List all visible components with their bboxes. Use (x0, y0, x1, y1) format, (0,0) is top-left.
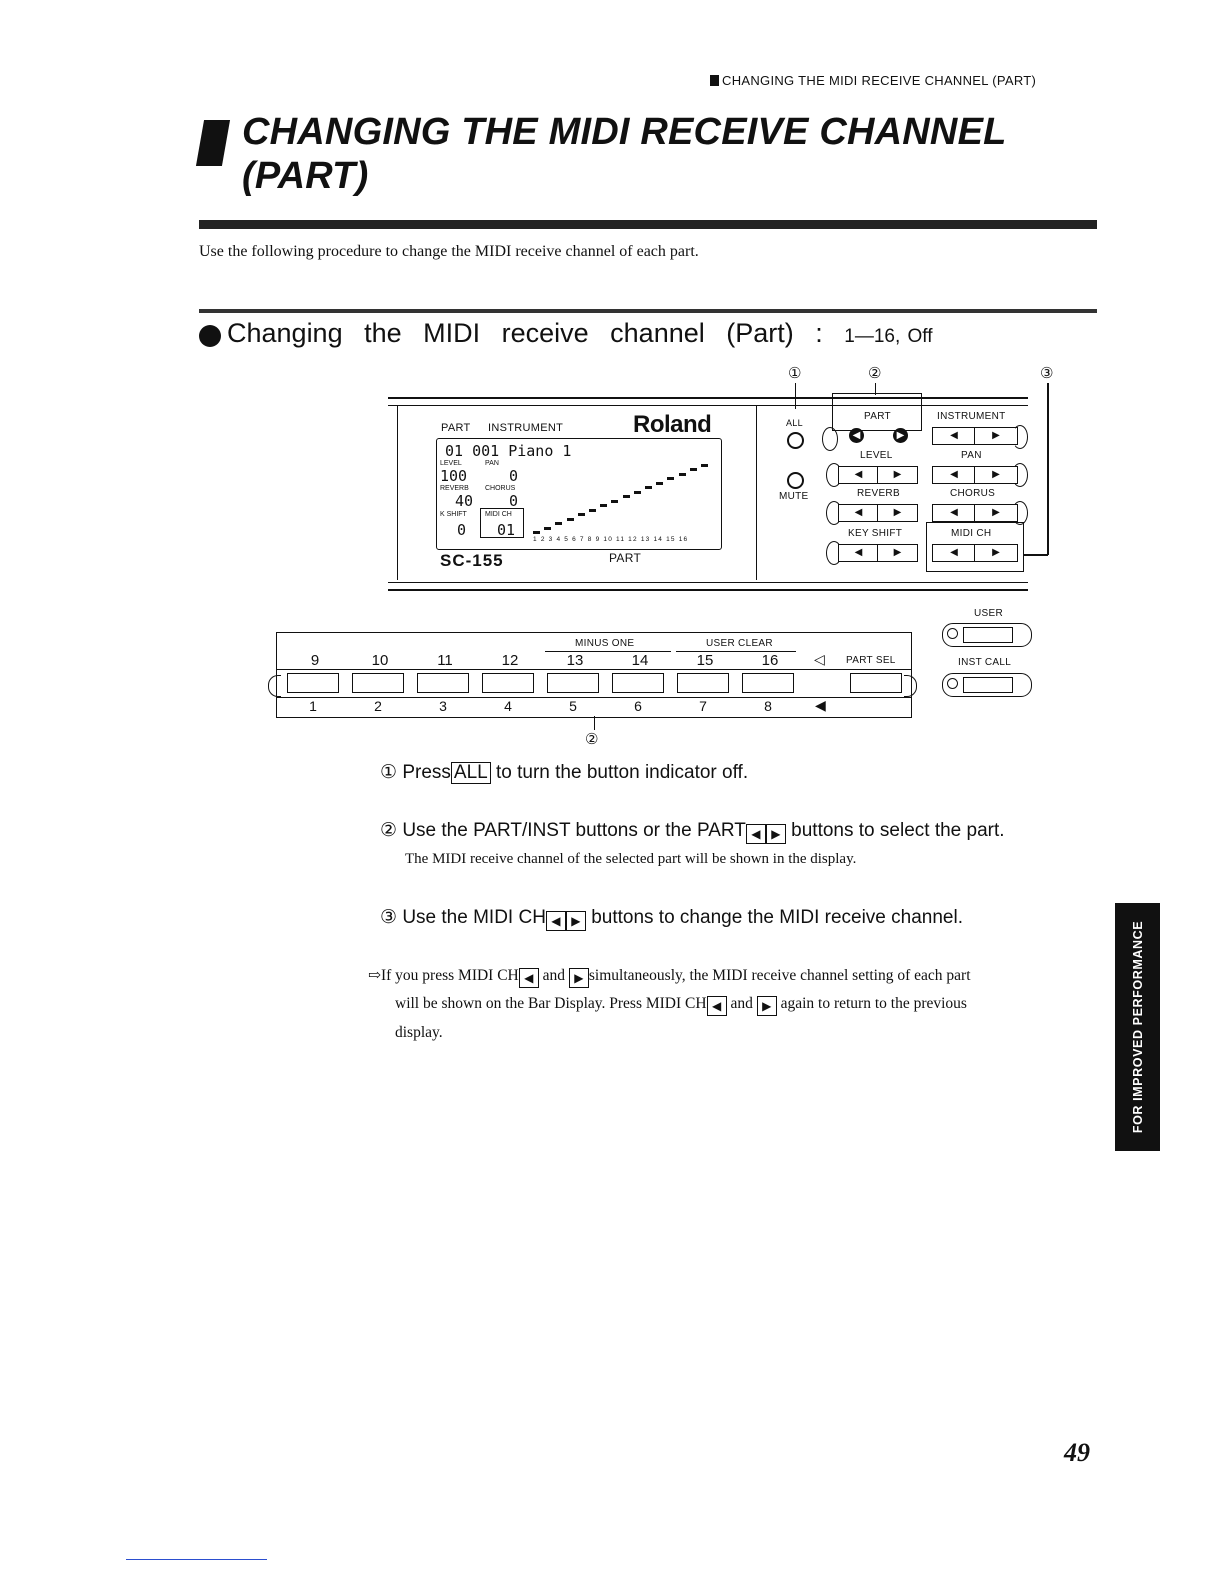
right-arrow-icon: ▶ (877, 505, 917, 521)
tip-line-1-a: ⇨If you press MIDI CH (368, 967, 519, 984)
lcd-kshift-value: 0 (457, 521, 467, 539)
part-number-top: 10 (371, 652, 389, 669)
part-2-button[interactable] (352, 673, 404, 693)
instrument-bracket (1012, 425, 1028, 449)
keyshift-button-label: KEY SHIFT (848, 528, 903, 539)
part-number-bottom: 1 (309, 698, 317, 714)
running-header (710, 73, 1036, 88)
lcd-level-value: 100 (440, 467, 468, 485)
page-title-line-1: CHANGING THE MIDI RECEIVE CHANNEL (242, 111, 1007, 153)
chorus-buttons[interactable] (932, 504, 1018, 522)
square-bullet-icon (710, 75, 719, 86)
bar-segment (544, 527, 551, 530)
all-button[interactable] (787, 432, 804, 449)
model-name: SC-155 (440, 551, 504, 570)
step-3-number: ③ (380, 907, 398, 928)
button-face-icon (963, 627, 1013, 643)
bar-segment (623, 495, 630, 498)
intro-paragraph: Use the following procedure to change the MIDI receive channel of each part. (199, 243, 699, 260)
strip-bracket-left (268, 675, 281, 697)
user-button[interactable] (942, 623, 1032, 647)
led-icon (947, 678, 958, 689)
left-arrow-icon: ◀ (854, 547, 863, 558)
left-arrow-key-icon: ◀ (707, 996, 727, 1016)
tip-line-1 (368, 966, 971, 988)
level-buttons[interactable] (838, 466, 918, 484)
part-1-button[interactable] (287, 673, 339, 693)
part-8-button[interactable] (742, 673, 794, 693)
page-title (242, 110, 1007, 198)
footnote-rule (126, 1559, 267, 1560)
step-2-number: ② (380, 820, 398, 841)
part-number-top: 14 (631, 652, 649, 669)
lcd-part-label: PART (609, 551, 642, 565)
right-arrow-key-icon: ▶ (566, 911, 586, 931)
part-number-top: 13 (566, 652, 584, 669)
pan-button-label: PAN (961, 450, 982, 461)
section-heading-label: Changing the MIDI receive channel (Part) : (227, 318, 823, 348)
page-number: 49 (1064, 1438, 1090, 1467)
level-bracket (826, 463, 842, 487)
part-sel-bottom-arrow-icon: ◀ (815, 697, 826, 713)
lcd-pan-value: 0 (509, 467, 519, 485)
tip-line-2-c: again to return to the previous (780, 995, 967, 1012)
right-arrow-icon: ▶ (974, 467, 1017, 483)
tip-line-1-c: simultaneously, the MIDI receive channel setting of each part (588, 967, 971, 984)
lcd-reverb-label: REVERB (440, 485, 469, 492)
left-arrow-icon: ◀ (950, 430, 958, 441)
keyshift-bracket (826, 541, 842, 565)
step-2-post: buttons to select the part. (791, 820, 1005, 841)
bar-segment (555, 522, 562, 525)
left-arrow-key-icon: ◀ (519, 968, 539, 988)
bar-segment (679, 473, 686, 476)
roland-logo: Roland (633, 411, 712, 438)
right-arrow-icon: ▶ (974, 505, 1017, 521)
right-arrow-key-icon: ▶ (569, 968, 589, 988)
part-5-button[interactable] (547, 673, 599, 693)
step-1-number: ① (380, 762, 398, 783)
midich-buttons[interactable] (932, 544, 1018, 562)
right-arrow-icon: ▶ (877, 467, 917, 483)
callout-3: ③ (1040, 365, 1054, 382)
part-number-top: 12 (501, 652, 519, 669)
step-3-pre: Use the MIDI CH (402, 907, 546, 928)
bar-segment (533, 531, 540, 534)
part-button-label: PART (864, 411, 891, 422)
level-button-label: LEVEL (860, 450, 893, 461)
right-arrow-icon: ▶ (974, 545, 1017, 561)
bar-segment (645, 486, 652, 489)
panel-inner-line-bottom (388, 582, 1028, 583)
section-heading-range: 1—16, Off (844, 326, 933, 347)
step-2-pre: Use the PART/INST buttons or the PART (402, 820, 746, 841)
part-number-bottom: 6 (634, 698, 642, 714)
tip-line-2 (395, 995, 967, 1016)
tip-line-1-b: and (542, 967, 566, 984)
part-number-top: 16 (761, 652, 779, 669)
keyshift-buttons[interactable] (838, 544, 918, 562)
tip-line-3: display. (395, 1024, 443, 1041)
part-number-top: 15 (696, 652, 714, 669)
reverb-bracket (826, 501, 842, 525)
bar-segment (600, 504, 607, 507)
right-arrow-icon: ▶ (974, 428, 1017, 444)
part-7-button[interactable] (677, 673, 729, 693)
step-1-post: to turn the button indicator off. (496, 762, 749, 783)
step-1-pre: Press (402, 762, 451, 783)
all-label: ALL (786, 418, 803, 428)
reverb-button-label: REVERB (857, 488, 900, 499)
strip-bracket-right (904, 675, 917, 697)
bar-segment (611, 500, 618, 503)
part-left-button[interactable]: ◀ (849, 428, 864, 443)
left-arrow-icon: ◀ (854, 469, 863, 480)
lcd-kshift-label: K SHIFT (440, 511, 467, 518)
round-bullet-icon (199, 325, 221, 347)
lcd-bar-numbers: 1 2 3 4 5 6 7 8 9 10 11 12 13 14 15 16 (533, 536, 689, 543)
part-right-button[interactable]: ▶ (893, 428, 908, 443)
button-face-icon (963, 677, 1013, 693)
part-number-bottom: 2 (374, 698, 382, 714)
section-rule (199, 309, 1097, 313)
part-number-bottom: 5 (569, 698, 577, 714)
step-3 (380, 906, 963, 931)
mute-label: MUTE (779, 491, 809, 502)
page-title-line-2: (PART) (242, 155, 369, 197)
section-heading (227, 318, 933, 349)
side-tab-label: FOR IMPROVED PERFORMANCE (1130, 920, 1145, 1134)
part-4-button[interactable] (482, 673, 534, 693)
bar-segment (667, 477, 674, 480)
user-label: USER (974, 608, 1003, 619)
bar-segment (656, 482, 663, 485)
title-bullet-icon (196, 120, 230, 166)
title-rule (199, 220, 1097, 229)
bar-segment (634, 491, 641, 494)
part-sel-label: PART SEL (846, 655, 896, 666)
right-arrow-key-icon: ▶ (766, 824, 786, 844)
part-number-bottom: 7 (699, 698, 707, 714)
callout-below-leader (594, 716, 595, 730)
left-arrow-icon: ◀ (950, 547, 958, 558)
left-arrow-icon: ◀ (950, 507, 958, 518)
strip-line-top (277, 669, 911, 670)
pan-buttons[interactable] (932, 466, 1018, 484)
bar-segment (567, 518, 574, 521)
pan-bracket (1012, 463, 1028, 487)
bar-segment (701, 464, 708, 467)
part-number-bottom: 4 (504, 698, 512, 714)
lcd-midich-label: MIDI CH (485, 511, 512, 518)
callout-3-leader (1047, 383, 1049, 555)
bar-segment (589, 509, 596, 512)
step-3-post: buttons to change the MIDI receive channel. (591, 907, 963, 928)
lcd-part-header: PART (441, 422, 471, 434)
lcd-pan-label: PAN (485, 460, 499, 467)
reverb-buttons[interactable] (838, 504, 918, 522)
part-number-bottom: 3 (439, 698, 447, 714)
inst-call-button[interactable] (942, 673, 1032, 697)
lcd-midich-value: 01 (497, 521, 516, 539)
tip-line-2-a: will be shown on the Bar Display. Press MIDI CH (395, 995, 707, 1012)
inst-call-label: INST CALL (958, 657, 1012, 668)
left-arrow-icon: ◀ (854, 507, 863, 518)
part-number-top: 11 (437, 652, 453, 669)
lcd-display (436, 438, 722, 550)
lcd-reverb-value: 40 (455, 492, 474, 510)
part-3-button[interactable] (417, 673, 469, 693)
user-clear-label: USER CLEAR (706, 638, 773, 649)
bar-segment (578, 513, 585, 516)
left-arrow-icon: ◀ (950, 469, 958, 480)
part-sel-left-arrow-icon: ◁ (814, 651, 825, 667)
tip-line-2-b: and (730, 995, 753, 1012)
lcd-row-1: 01 001 Piano 1 (445, 442, 572, 460)
left-arrow-key-icon: ◀ (546, 911, 566, 931)
all-key-icon: ALL (451, 762, 491, 784)
left-arrow-key-icon: ◀ (746, 824, 766, 844)
led-icon (947, 628, 958, 639)
midich-button-label: MIDI CH (951, 528, 992, 539)
part-6-button[interactable] (612, 673, 664, 693)
lcd-chorus-label: CHORUS (485, 485, 516, 492)
part-sel-button[interactable] (850, 673, 902, 693)
minus-one-label: MINUS ONE (575, 638, 635, 649)
callout-2: ② (868, 365, 882, 382)
lcd-level-label: LEVEL (440, 460, 462, 467)
part-number-bottom: 8 (764, 698, 772, 714)
bar-segment (690, 468, 697, 471)
right-arrow-key-icon: ▶ (757, 996, 777, 1016)
right-arrow-icon: ▶ (877, 545, 917, 561)
chorus-button-label: CHORUS (950, 488, 996, 499)
part-button-bracket (822, 427, 838, 451)
step-2 (380, 819, 1005, 844)
part-number-top: 9 (310, 652, 320, 669)
callout-below: ② (585, 731, 599, 748)
callout-1: ① (788, 365, 802, 382)
instrument-button-label: INSTRUMENT (937, 411, 1006, 422)
instrument-buttons[interactable] (932, 427, 1018, 445)
mute-button[interactable] (787, 472, 804, 489)
side-tab (1115, 903, 1160, 1151)
running-header-text: CHANGING THE MIDI RECEIVE CHANNEL (PART) (722, 73, 1037, 88)
lcd-instrument-header: INSTRUMENT (488, 422, 564, 434)
lcd-chorus-value: 0 (509, 492, 519, 510)
step-1 (380, 761, 748, 784)
step-2-note: The MIDI receive channel of the selected part will be shown in the display. (405, 851, 857, 867)
